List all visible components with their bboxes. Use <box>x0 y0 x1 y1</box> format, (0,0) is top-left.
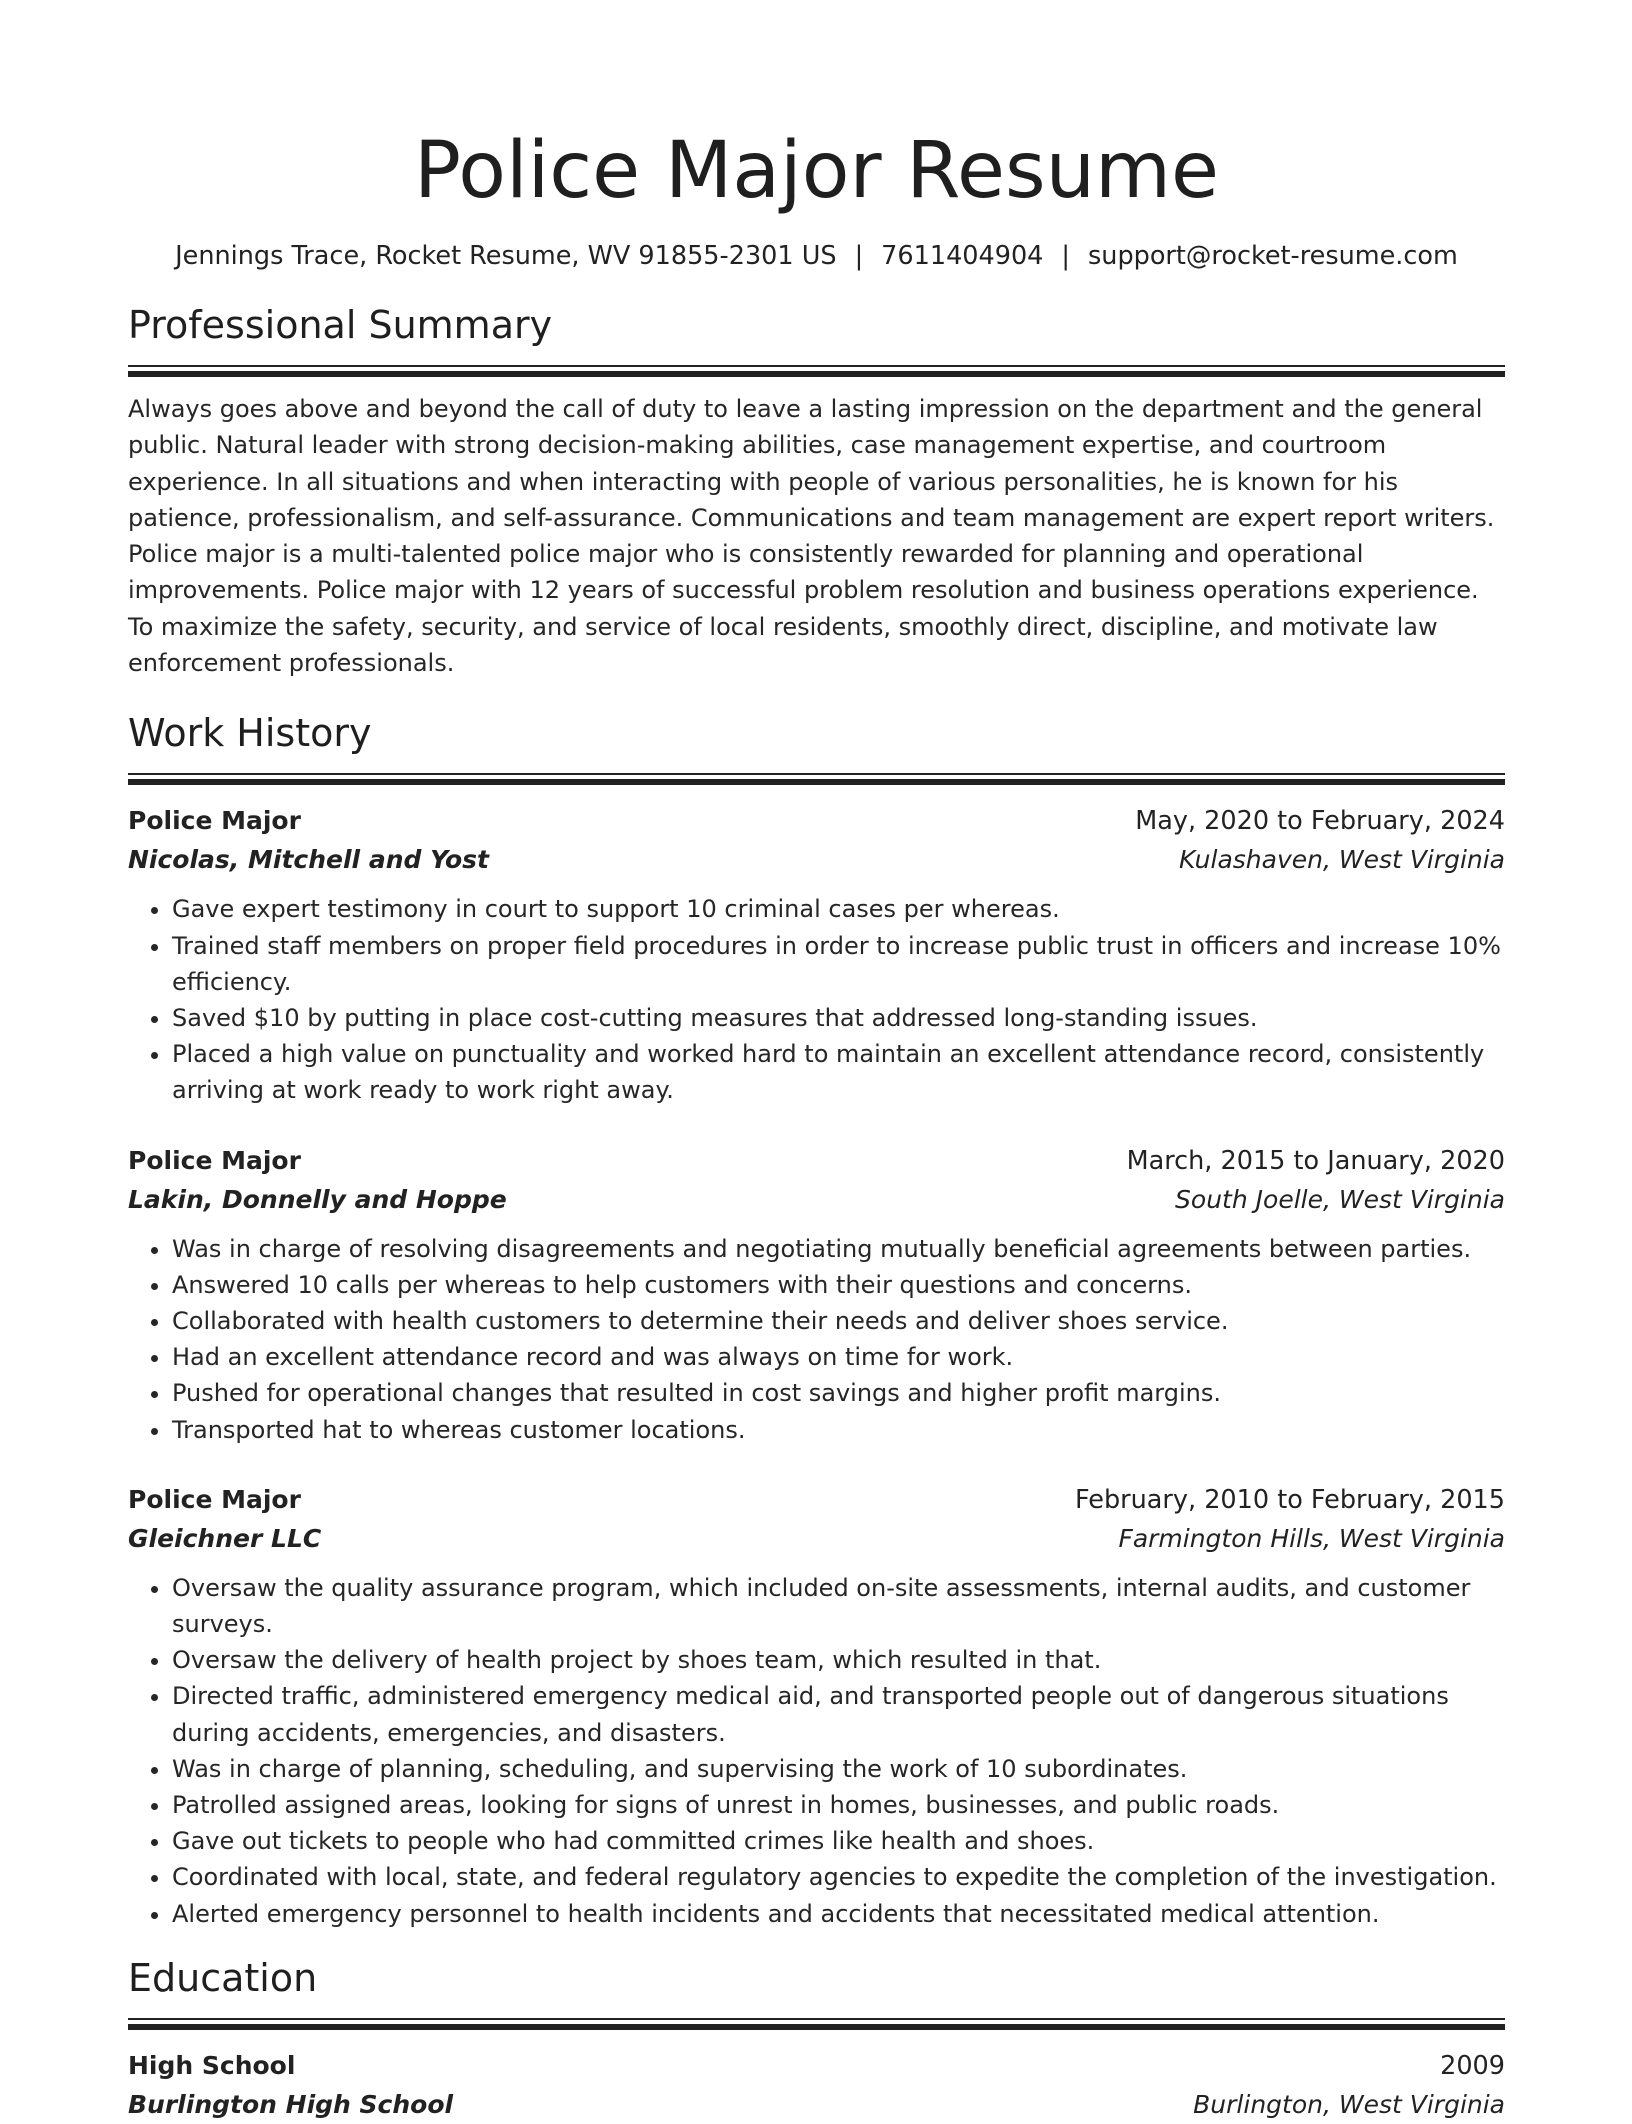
job-title: Police Major <box>128 1145 301 1175</box>
job-dates: March, 2015 to January, 2020 <box>1126 1145 1505 1176</box>
job-dates: February, 2010 to February, 2015 <box>1074 1484 1505 1515</box>
job-bullet: • Oversaw the quality assurance program, which included on-site assessments, internal audits, and customer surveys. <box>172 1570 1505 1642</box>
job-location: Farmington Hills, West Virginia <box>1118 1523 1505 1553</box>
contact-line <box>128 238 1505 274</box>
job-dates: May, 2020 to February, 2024 <box>1135 806 1505 837</box>
job-header-row <box>128 1141 1505 1181</box>
job-company-row <box>128 841 1505 879</box>
job-location: Kulashaven, West Virginia <box>1178 845 1505 875</box>
contact-address: Jennings Trace, Rocket Resume, WV 91855-2301 US <box>175 241 837 271</box>
job-title: Police Major <box>128 1484 301 1514</box>
resume-title: Police Major Resume <box>413 126 1220 216</box>
job-bullet: • Patrolled assigned areas, looking for signs of unrest in homes, businesses, and public roads. <box>172 1787 1505 1823</box>
job-bullet: • Oversaw the delivery of health project by shoes team, which resulted in that. <box>172 1642 1505 1678</box>
section-divider <box>128 773 1505 785</box>
job-location: South Joelle, West Virginia <box>1175 1184 1505 1214</box>
job-bullet: • Saved $10 by putting in place cost-cutting measures that addressed long-standing issues. <box>172 1000 1505 1036</box>
job-bullet: • Pushed for operational changes that resulted in cost savings and higher profit margins. <box>172 1375 1505 1411</box>
job-company: Lakin, Donnelly and Hoppe <box>128 1184 507 1214</box>
job-bullet: • Was in charge of planning, scheduling, and supervising the work of 10 subordinates. <box>172 1751 1505 1787</box>
job-entry <box>128 801 1505 1108</box>
section-heading-education: Education <box>128 1955 318 2000</box>
summary-section <box>128 299 1505 681</box>
job-bullet: • Coordinated with local, state, and federal regulatory agencies to expedite the completion of the investigation. <box>172 1859 1505 1895</box>
section-divider <box>128 2018 1505 2030</box>
work-history-section <box>128 707 1505 1931</box>
job-bullet: • Directed traffic, administered emergency medical aid, and transported people out of dangerous situations during accidents, emergencies, and disasters. <box>172 1678 1505 1750</box>
job-bullets <box>128 891 1505 1108</box>
job-bullet: • Alerted emergency personnel to health incidents and accidents that necessitated medical attention. <box>172 1896 1505 1932</box>
education-location: Burlington, West Virginia <box>1193 2089 1505 2119</box>
education-school-row <box>128 2086 1505 2124</box>
job-company: Gleichner LLC <box>128 1523 322 1553</box>
contact-email: support@rocket-resume.com <box>1088 241 1458 271</box>
education-year: 2009 <box>1440 2050 1505 2081</box>
job-bullet: • Was in charge of resolving disagreements and negotiating mutually beneficial agreements between parties. <box>172 1231 1505 1267</box>
job-bullets <box>128 1570 1505 1932</box>
job-bullet: • Answered 10 calls per whereas to help customers with their questions and concerns. <box>172 1267 1505 1303</box>
job-bullet: • Collaborated with health customers to determine their needs and deliver shoes service. <box>172 1303 1505 1339</box>
job-header-row <box>128 801 1505 841</box>
job-company-row <box>128 1520 1505 1558</box>
section-heading-work: Work History <box>128 711 372 756</box>
job-bullet: • Trained staff members on proper field procedures in order to increase public trust in officers and increase 10% efficiency. <box>172 928 1505 1000</box>
job-company: Nicolas, Mitchell and Yost <box>128 845 489 875</box>
job-bullets <box>128 1231 1505 1448</box>
contact-phone: 7611404904 <box>881 241 1044 271</box>
contact-separator: | <box>854 241 864 271</box>
job-bullet: • Gave out tickets to people who had committed crimes like health and shoes. <box>172 1823 1505 1859</box>
section-divider <box>128 365 1505 377</box>
job-bullet: • Transported hat to whereas customer locations. <box>172 1412 1505 1448</box>
education-section <box>128 1952 1505 2124</box>
education-school: Burlington High School <box>128 2089 454 2119</box>
job-bullet: • Had an excellent attendance record and was always on time for work. <box>172 1339 1505 1375</box>
contact-separator: | <box>1061 241 1071 271</box>
job-title: Police Major <box>128 806 301 836</box>
education-degree: High School <box>128 2050 296 2080</box>
education-header-row <box>128 2046 1505 2086</box>
job-company-row <box>128 1181 1505 1219</box>
job-bullet: • Gave expert testimony in court to support 10 criminal cases per whereas. <box>172 891 1505 927</box>
job-entry <box>128 1141 1505 1448</box>
job-entry <box>128 1480 1505 1932</box>
summary-text: Always goes above and beyond the call of duty to leave a lasting impression on the department and the general public. Natural leader with strong decision-making abilities, case management expertise, and courtroom experience. In all situations and when interacting with people of various personalities, he is known for his patience, professionalism, and self-assurance. Communications and team management are expert report writers. Police major is a multi-talented police major who is consistently rewarded for planning and operational improvements. Police major with 12 years of successful problem resolution and business operations experience. To maximize the safety, security, and service of local residents, smoothly direct, discipline, and motivate law enforcement professionals. <box>128 395 1495 678</box>
education-entry <box>128 2046 1505 2124</box>
job-bullet: • Placed a high value on punctuality and worked hard to maintain an excellent attendance record, consistently arriving at work ready to work right away. <box>172 1036 1505 1108</box>
job-header-row <box>128 1480 1505 1520</box>
section-heading-summary: Professional Summary <box>128 303 553 347</box>
